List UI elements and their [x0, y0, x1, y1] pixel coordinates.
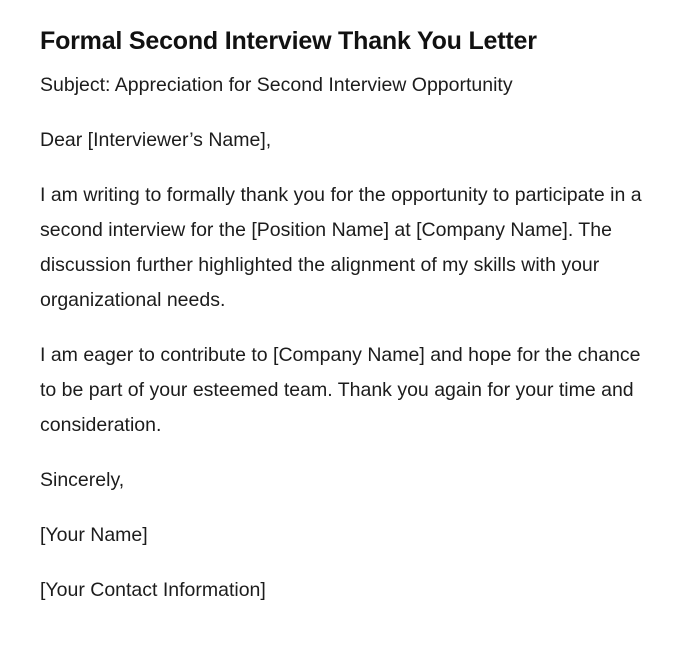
subject-line: Subject: Appreciation for Second Interview Opportunity [40, 74, 513, 96]
signature-name: [Your Name] [40, 524, 148, 546]
body-paragraph-2: I am eager to contribute to [Company Name] and hope for the chance to be part of your esteemed team. Thank you again for your time and consideration. [40, 344, 641, 436]
closing: Sincerely, [40, 469, 125, 491]
letter-page [40, 24, 652, 628]
letter-title: Formal Second Interview Thank You Letter [40, 27, 537, 55]
contact-info: [Your Contact Information] [40, 579, 266, 601]
salutation: Dear [Interviewer’s Name], [40, 129, 272, 151]
body-paragraph-1: I am writing to formally thank you for the opportunity to participate in a second interview for the [Position Name] at [Company Name]. The discussion further highlighted the alignment of my skills with your organizational needs. [40, 184, 642, 311]
